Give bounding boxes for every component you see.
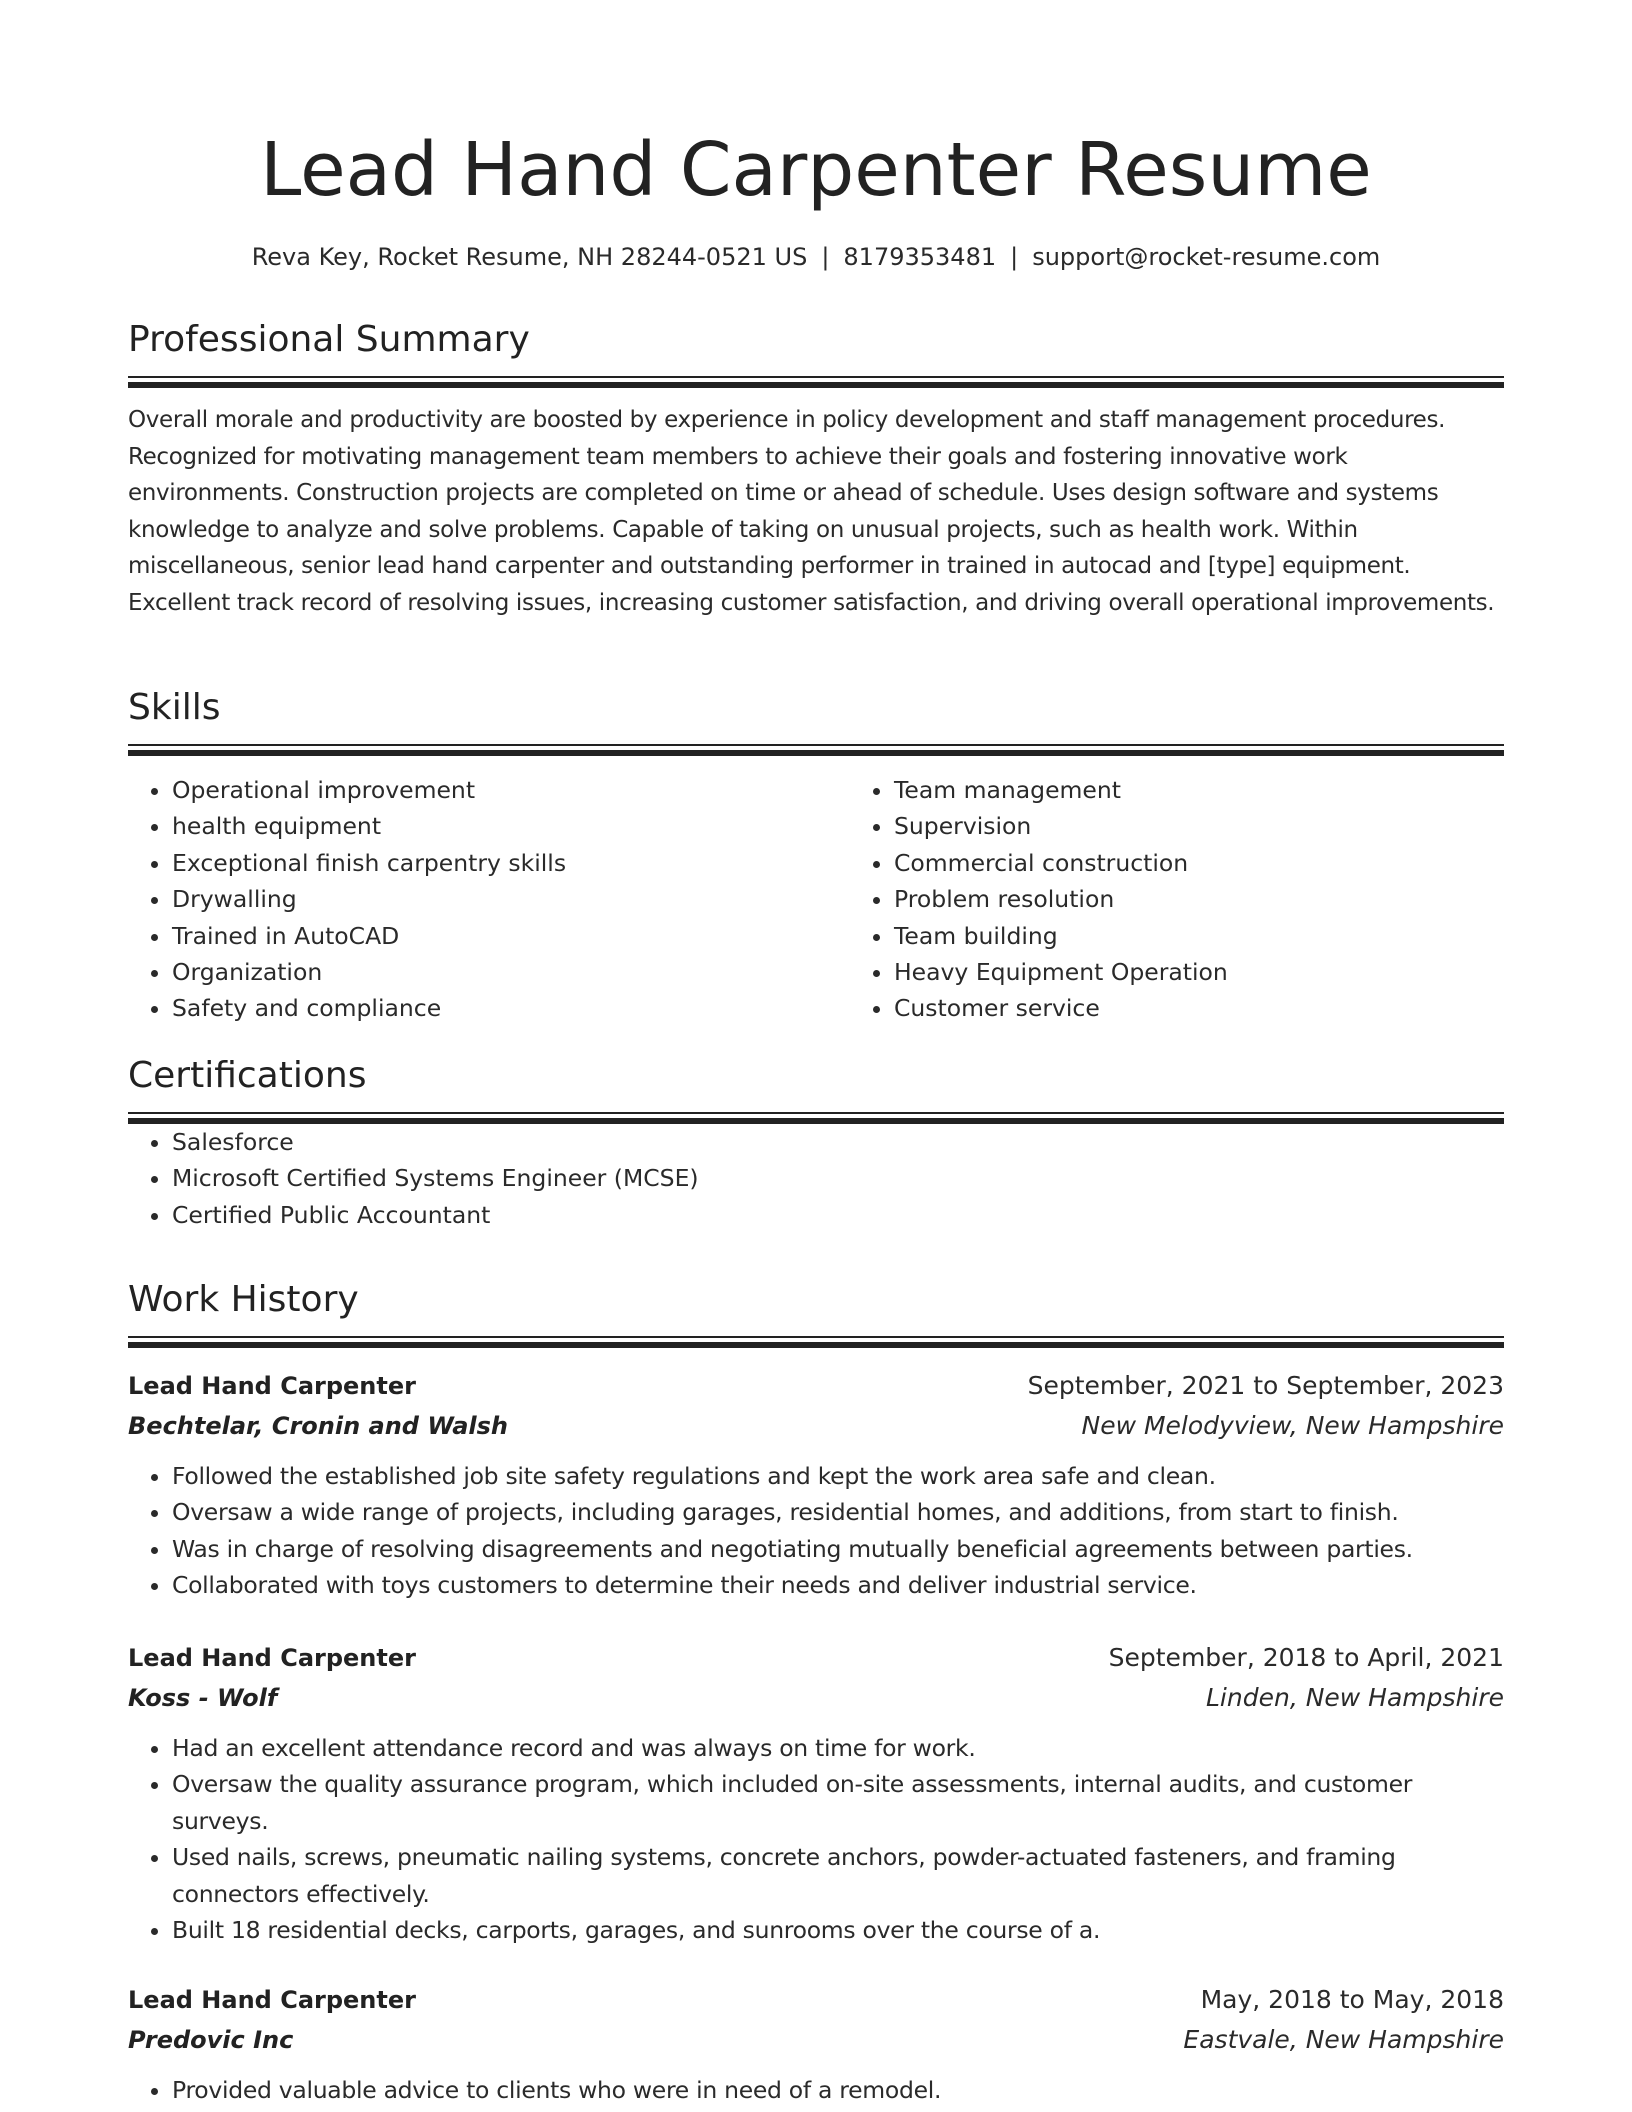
skill-item: • Drywalling [172, 881, 850, 917]
job-bullet: • Used nails, screws, pneumatic nailing systems, concrete anchors, powder-actuated fasteners, and framing connectors effectively. [172, 1839, 1504, 1912]
job-bullet: • Provided valuable advice to clients who were in need of a remodel. [172, 2072, 1504, 2108]
skill-item: • Organization [172, 954, 850, 990]
skill-item: • Safety and compliance [172, 990, 850, 1026]
job-location: New Melodyview, New Hampshire [1081, 1411, 1504, 1440]
contact-phone: 8179353481 [843, 243, 997, 271]
job-company: Koss - Wolf [128, 1684, 278, 1712]
job-location: Eastvale, New Hampshire [1183, 2025, 1504, 2054]
section-certifications [128, 1052, 1504, 1233]
job-bullet: • Followed the established job site safety regulations and kept the work area safe and clean. [172, 1458, 1504, 1494]
job-header-row [128, 1980, 1504, 2020]
job-dates: September, 2021 to September, 2023 [1027, 1371, 1504, 1400]
job-company-row [128, 1406, 1504, 1446]
section-rule [128, 1112, 1504, 1124]
work-heading: Work History [128, 1279, 359, 1320]
job-bullet: • Was in charge of resolving disagreements and negotiating mutually beneficial agreements between parties. [172, 1531, 1504, 1567]
job-bullets [128, 2072, 1504, 2108]
skills-heading: Skills [128, 687, 221, 728]
certification-item: • Salesforce [172, 1124, 1504, 1160]
skill-item: • Supervision [894, 808, 1572, 844]
job-bullet: • Collaborated with toys customers to determine their needs and deliver industrial service. [172, 1567, 1504, 1603]
job-bullet: • Oversaw a wide range of projects, including garages, residential homes, and additions, from start to finish. [172, 1494, 1504, 1530]
section-work-history [128, 1276, 1504, 1348]
contact-email: support@rocket-resume.com [1032, 243, 1381, 271]
skills-list-right [850, 772, 1572, 1027]
job-bullets [128, 1730, 1504, 1948]
job-bullet: • Had an excellent attendance record and was always on time for work. [172, 1730, 1504, 1766]
skill-item: • Exceptional finish carpentry skills [172, 845, 850, 881]
skill-item: • health equipment [172, 808, 850, 844]
skill-item: • Commercial construction [894, 845, 1572, 881]
job-entry [128, 1638, 1504, 1948]
certification-item: • Microsoft Certified Systems Engineer (MCSE) [172, 1160, 1504, 1196]
section-rule [128, 376, 1504, 388]
skill-item: • Customer service [894, 990, 1572, 1026]
contact-separator: | [1010, 243, 1019, 271]
job-location: Linden, New Hampshire [1206, 1683, 1504, 1712]
contact-address: Reva Key, Rocket Resume, NH 28244-0521 US [251, 243, 808, 271]
section-skills [128, 684, 1504, 1027]
resume-title: Lead Hand Carpenter Resume [260, 127, 1372, 213]
job-bullet: • Built 18 residential decks, carports, garages, and sunrooms over the course of a. [172, 1912, 1504, 1948]
job-header-row [128, 1366, 1504, 1406]
job-entry [128, 1366, 1504, 1604]
skill-item: • Operational improvement [172, 772, 850, 808]
job-bullets [128, 1458, 1504, 1604]
job-bullet: • Oversaw the quality assurance program, which included on-site assessments, internal audits, and customer surveys. [172, 1766, 1504, 1839]
certifications-heading: Certifications [128, 1055, 367, 1096]
job-company: Bechtelar, Cronin and Walsh [128, 1412, 508, 1440]
skill-item: • Team building [894, 918, 1572, 954]
skills-list-left [128, 772, 850, 1027]
skill-item: • Trained in AutoCAD [172, 918, 850, 954]
job-company-row [128, 2020, 1504, 2060]
job-dates: September, 2018 to April, 2021 [1108, 1643, 1504, 1672]
skills-columns [128, 772, 1504, 1027]
contact-separator: | [821, 243, 830, 271]
section-rule [128, 1336, 1504, 1348]
certifications-list [128, 1124, 1504, 1233]
job-title: Lead Hand Carpenter [128, 1644, 416, 1672]
section-rule [128, 744, 1504, 756]
job-entry [128, 1980, 1504, 2108]
summary-text: Overall morale and productivity are boosted by experience in policy development and staff management procedures. Recognized for motivating management team members to achieve their goals and fostering innovative work environments. Construction projects are completed on time or ahead of schedule. Uses design software and systems knowledge to analyze and solve problems. Capable of taking on unusual projects, such as health work. Within miscellaneous, senior lead hand carpenter and outstanding performer in trained in autocad and [type] equipment. Excellent track record of resolving issues, increasing customer satisfaction, and driving overall operational improvements. [128, 407, 1495, 616]
job-header-row [128, 1638, 1504, 1678]
summary-heading: Professional Summary [128, 319, 530, 360]
skill-item: • Team management [894, 772, 1572, 808]
job-title: Lead Hand Carpenter [128, 1986, 416, 2014]
job-company: Predovic Inc [128, 2026, 294, 2054]
job-title: Lead Hand Carpenter [128, 1372, 416, 1400]
job-company-row [128, 1678, 1504, 1718]
section-summary [128, 316, 1504, 621]
skill-item: • Heavy Equipment Operation [894, 954, 1572, 990]
certification-item: • Certified Public Accountant [172, 1197, 1504, 1233]
skill-item: • Problem resolution [894, 881, 1572, 917]
contact-line [128, 240, 1504, 274]
job-dates: May, 2018 to May, 2018 [1200, 1985, 1504, 2014]
